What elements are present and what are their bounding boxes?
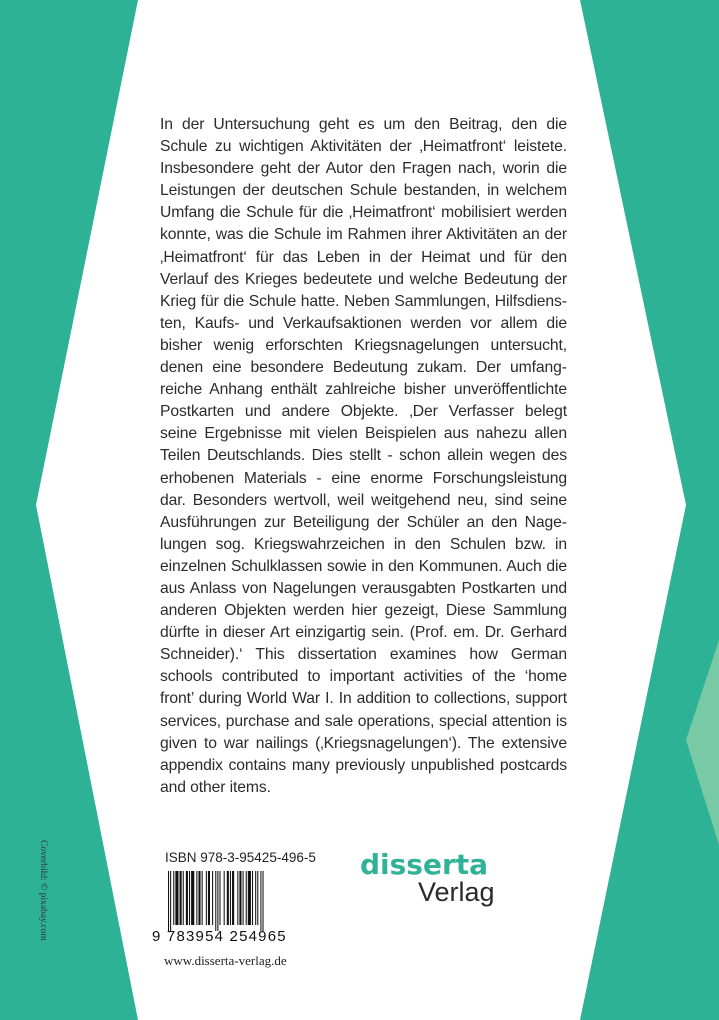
barcode-bar: [255, 871, 256, 925]
barcode-bar: [248, 871, 251, 925]
barcode-bars: [168, 871, 264, 931]
barcode-bar: [237, 871, 238, 925]
barcode-bar: [212, 871, 213, 925]
publisher-logo: [360, 850, 495, 906]
barcode-bar: [183, 871, 184, 925]
barcode-bar: [191, 871, 194, 925]
right-teal-panel: [580, 0, 719, 1020]
logo-disserta: disserta: [360, 848, 489, 881]
barcode-digits: 9 783954 254965: [152, 928, 287, 945]
barcode-bar: [173, 871, 174, 925]
barcode-bar: [260, 871, 261, 931]
barcode-bar: [230, 871, 231, 925]
barcode-bar: [180, 871, 182, 925]
barcode-bar: [263, 871, 264, 931]
barcode-bar: [170, 871, 171, 931]
isbn-barcode: [168, 871, 303, 931]
barcode-bar: [189, 871, 190, 925]
barcode-bar: [227, 871, 229, 925]
logo-verlag: Verlag: [418, 877, 495, 907]
barcode-bar: [232, 871, 234, 925]
cover-image-credit: Coverbild: © pixabay.com: [38, 840, 48, 941]
barcode-bar: [257, 871, 258, 925]
isbn-label: ISBN 978-3-95425-496-5: [165, 850, 316, 865]
blurb-text: In der Untersuchung geht es um den Beitrag, den die Schule zu wichtigen Aktivitäten der ‚Heimatfront‘ leistete. Insbesondere geht der Autor den Fragen nach, worin die Leistungen der deutschen Schule bestanden, in welchem Umfang die Schule für die ‚Heimatfront‘ mobilisiert werden konnte, was die Schule im Rahmen ihrer Aktivitäten an der ‚Heimatfront‘ für das Leben in der Heimat und für den Verlauf des Krieges bedeutete und welche Bedeutung der Krieg für die Schule hatte. Neben Sammlungen, Hilfsdiensten, Kaufs- und Verkaufsaktionen werden vor allem die bisher wenig erforschten Kriegsnagelungen untersucht, denen eine besondere Bedeutung zukam. Der umfangreiche Anhang enthält zahlreiche bisher unveröffentlichte Postkarten und andere Objekte. ‚Der Verfasser belegt seine Ergebnisse mit vielen Beispielen aus nahezu allen Teilen Deutschlands. Dies stellt - schon allein wegen des erhobenen Materials - eine enorme Forschungsleistung dar. Besonders wertvoll, weil weitgehend neu, sind seine Ausführungen zur Beteiligung der Schüler an den Nagelungen sog. Kriegswahrzeichen in den Schulen bzw. in einzelnen Schulklassen sowie in den Kommunen. Auch die aus Anlass von Nagelungen verausgabten Postkarten und anderen Objekten werden hier gezeigt, Diese Sammlung dürfte in dieser Art einzigartig sein. (Prof. em. Dr. Gerhard Schneider).‘ This dissertation examines how German schools contributed to important activities of the ‘home front’ during World War I. In addition to collections, support services, purchase and sale operations, special attention is given to war nailings (‚Kriegsnagelungen‘). The extensive appendix contains many previously unpublished postcards and other items.: [160, 116, 567, 796]
barcode-bar: [246, 871, 247, 925]
barcode-bar: [206, 871, 207, 925]
barcode-bar: [186, 871, 188, 925]
barcode-bar: [168, 871, 169, 931]
barcode-bar: [202, 871, 203, 925]
barcode-bar: [175, 871, 178, 925]
barcode-bar: [208, 871, 210, 925]
barcode-bar: [224, 871, 225, 925]
barcode-bar: [239, 871, 241, 925]
publisher-website: www.disserta-verlag.de: [164, 953, 287, 968]
barcode-bar: [243, 871, 244, 925]
barcode-bar: [219, 871, 220, 925]
barcode-bar: [196, 871, 197, 925]
barcode-bar: [217, 871, 218, 931]
back-cover-blurb: [160, 114, 567, 799]
barcode-bar: [252, 871, 253, 925]
barcode-bar: [215, 871, 216, 931]
left-teal-panel: [0, 0, 138, 1020]
barcode-bar: [198, 871, 200, 925]
